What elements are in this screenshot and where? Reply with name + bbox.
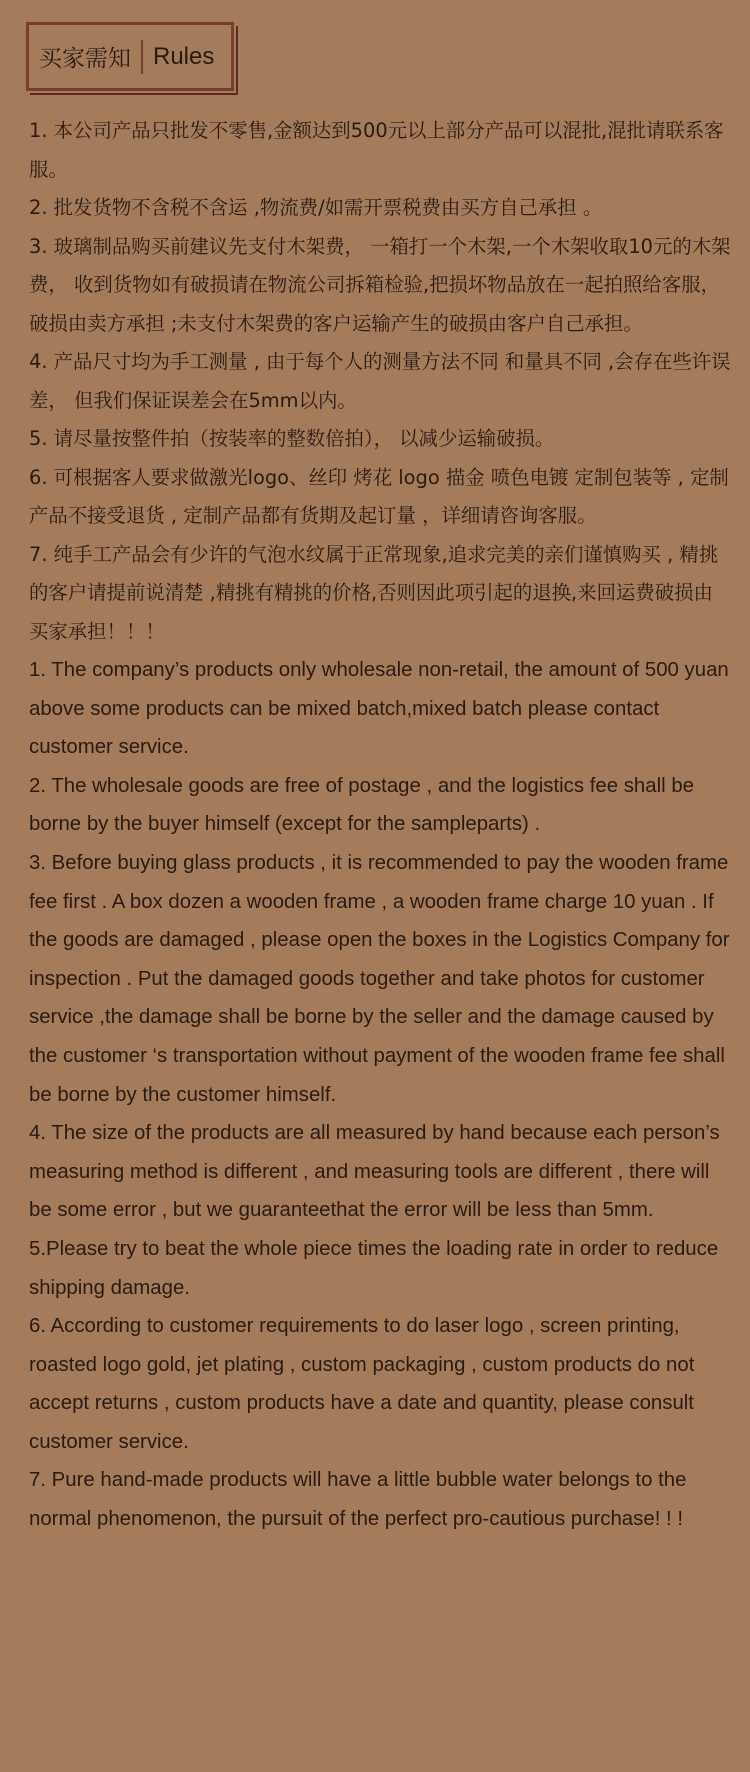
- rule-zh-2: 2. 批发货物不含税不含运 ,物流费/如需开票税费由买方自己承担 。: [29, 196, 603, 219]
- rule-zh-5: 5. 请尽量按整件拍（按装率的整数倍拍）， 以减少运输破损。: [29, 427, 555, 450]
- rule-zh-6: 6. 可根据客人要求做激光logo、丝印 烤花 logo 描金 喷色电镀 定制包装等 , 定制产品不接受退货 , 定制产品都有货期及起订量 ，详细请咨询客服。: [29, 465, 729, 527]
- rule-zh-3: 3. 玻璃制品购买前建议先支付木架费， 一箱打一个木架,一个木架收取10元的木架费， 收到货物如有破损请在物流公司拆箱检验,把损坏物品放在一起拍照给客服， 破损由卖方承担 ;未支付木架费的客户运输产生的破损由客户自己承担。: [29, 234, 731, 335]
- rule-en-5: 5.Please try to beat the whole piece times the loading rate in order to reduce shipping damage.: [29, 1237, 719, 1299]
- title-divider: [141, 40, 143, 74]
- rules-list-chinese: [29, 112, 731, 651]
- rule-zh-1: 1. 本公司产品只批发不零售,金额达到500元以上部分产品可以混批,混批请联系客服。: [29, 119, 724, 181]
- rule-en-6: 6. According to customer requirements to do laser logo , screen printing, roasted logo gold, jet plating , custom packaging , custom products do not accept returns , custom products have a date and quantity, please consult customer service.: [29, 1315, 695, 1453]
- title-english: Rules: [153, 42, 215, 70]
- rule-en-2: 2. The wholesale goods are free of postage , and the logistics fee shall be borne by the buyer himself (except for the sampleparts) .: [29, 774, 695, 836]
- rules-content: [29, 112, 731, 1539]
- rule-en-1: 1. The company’s products only wholesale non-retail, the amount of 500 yuan above some products can be mixed batch,mixed batch please contact customer service.: [29, 659, 729, 759]
- title-chinese: 买家需知: [39, 46, 131, 72]
- rule-zh-4: 4. 产品尺寸均为手工测量 , 由于每个人的测量方法不同 和量具不同 ,会存在些许误差， 但我们保证误差会在5mm以内。: [29, 350, 731, 412]
- rule-en-4: 4. The size of the products are all measured by hand because each person’s measuring method is different , and measuring tools are different , there will be some error , but we guaranteethat the error will be less than 5mm.: [29, 1122, 720, 1222]
- rule-en-3: 3. Before buying glass products , it is recommended to pay the wooden frame fee first . A box dozen a wooden frame , a wooden frame charge 10 yuan . If the goods are damaged , please open the boxes in the Logistics Company for inspection . Put the damaged goods together and take photos for customer service ,the damage shall be borne by the seller and the damage caused by the customer ‘s transportation without payment of the wooden frame fee shall be borne by the customer himself.: [29, 851, 730, 1106]
- rule-en-7: 7. Pure hand-made products will have a little bubble water belongs to the normal phenomenon, the pursuit of the perfect pro-cautious purchase! ! !: [29, 1469, 687, 1531]
- rules-title-box: [26, 22, 234, 91]
- rule-zh-7: 7. 纯手工产品会有少许的气泡水纹属于正常现象,追求完美的亲们谨慎购买 , 精挑的客户请提前说清楚 ,精挑有精挑的价格,否则因此项引起的退换,来回运费破损由买家承担！！！: [29, 542, 719, 643]
- rules-list-english: [29, 651, 731, 1539]
